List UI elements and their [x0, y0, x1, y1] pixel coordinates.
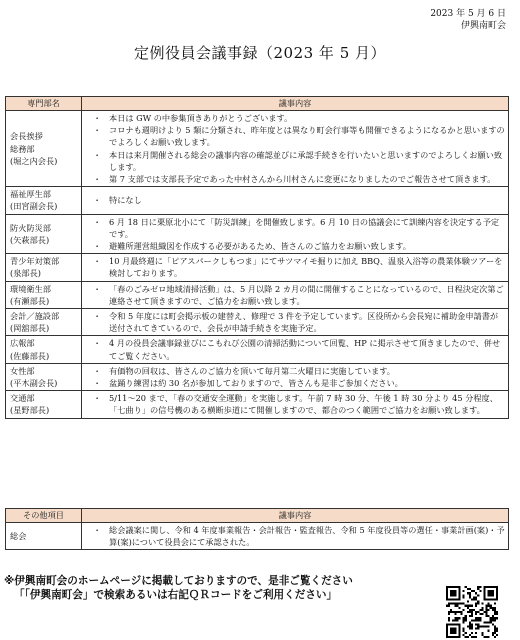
table-row: [6, 214, 509, 254]
table-row: [6, 391, 509, 418]
content-cell: [82, 281, 509, 308]
page-title: 定例役員会議事録（2023 年 5 月）: [133, 44, 387, 62]
content-cell: [82, 363, 509, 390]
content-list: [85, 194, 505, 206]
department-label: 会長挨拶: [10, 131, 43, 142]
table-row: [6, 336, 509, 363]
department-cell: [6, 363, 82, 390]
document-date: 2023 年 5 月 6 日: [430, 9, 506, 19]
table-row: [6, 309, 509, 336]
content-cell: [82, 309, 509, 336]
department-cell: [6, 336, 82, 363]
department-label: 福祉厚生部: [10, 189, 51, 200]
department-label: 広報部: [10, 338, 35, 349]
department-label: 交通部: [10, 393, 35, 404]
department-cell: [6, 187, 82, 214]
qr-code-icon[interactable]: [446, 586, 498, 638]
list-item: ・ 総会議案に関し、令和 4 年度事業報告・会計報告・監査報告、令和 5 年度役員等の選任・事業計画(案)・予算(案)について役員会にて承認された。: [99, 524, 505, 548]
department-cell: [6, 281, 82, 308]
content-list: [85, 112, 505, 185]
table-row: [6, 281, 509, 308]
list-item: ・ 特になし: [99, 194, 505, 206]
table-header-row: [6, 97, 509, 111]
department-label: (矢萩部長): [10, 234, 50, 245]
other-items-table: [5, 508, 509, 550]
department-cell: [6, 309, 82, 336]
content-cell: [82, 391, 509, 418]
table-row: [6, 363, 509, 390]
content-cell: [82, 111, 509, 187]
department-cell: [6, 111, 82, 187]
list-item: ・ 5/11～20 まで、「春の交通安全運動」を実施します。午前 7 時 30 分、午後 1 時 30 分より 45 分程度、「七曲り」の信号機のある横断歩道にて開催しますので、都合のつく範囲でご協力をお願い致します。: [99, 392, 505, 416]
column-header-content: 議事内容: [82, 97, 509, 111]
department-label: (岡舘部長): [10, 323, 50, 334]
department-label: 女性部: [10, 365, 35, 376]
department-cell: [6, 254, 82, 281]
list-item: ・ 避難所運営組織図を作成する必要があるため、皆さんのご協力をお願い致します。: [99, 240, 505, 252]
website-notice: [4, 574, 353, 602]
minutes-table: [5, 96, 509, 419]
department-label: (堀之内会長): [10, 155, 58, 166]
table-row: [6, 187, 509, 214]
department-cell: [6, 391, 82, 418]
column-header-other: その他項目: [6, 509, 82, 523]
department-label: (田宮副会長): [10, 201, 58, 212]
column-header-department: 専門部名: [6, 97, 82, 111]
content-list: [85, 365, 505, 389]
department-cell: [6, 214, 82, 254]
list-item: ・ 本日は来月開催される総会の議事内容の確認並びに承認手続きを行いたいと思いますのでよろしくお願い致します。: [99, 149, 505, 173]
header-date-block: [430, 8, 506, 32]
notice-line-1: ※伊興南町会のホームページに掲載しておりますので、是非ご覧ください: [4, 575, 353, 587]
department-label: 総会: [10, 531, 27, 542]
table-row: [6, 523, 509, 550]
department-label: 青少年対策部: [10, 256, 60, 267]
content-cell: [82, 254, 509, 281]
department-label: 会計／施設部: [10, 311, 60, 322]
list-item: ・ 4 月の役員会議事録並びにこもれび公園の清掃活動について回覧、HP に掲示させて頂きましたので、併せてご覧ください。: [99, 337, 505, 361]
content-list: [85, 392, 505, 416]
list-item: ・ 第 7 支部では支部長予定であった中村さんから川村さんに変更になりましたのでご報告させて頂きます。: [99, 173, 505, 185]
content-list: [85, 216, 505, 253]
table-row: [6, 111, 509, 187]
list-item: ・ 本日は GW の中参集頂きありがとうございます。: [99, 112, 505, 124]
list-item: ・ 令和 5 年度には町会掲示板の建替え、修理で 3 件を予定しています。区役所から会長宛に補助金申請書が送付されてきているので、会長が申請手続きを実施予定。: [99, 310, 505, 334]
content-cell: [82, 336, 509, 363]
department-label: (星野部長): [10, 405, 50, 416]
department-label: (平木副会長): [10, 378, 58, 389]
list-item: ・ 10 月最終週に「ピアスパークしもつま」にてサツマイモ掘りに加え BBQ、温泉入浴等の農業体験ツアーを検討しております。: [99, 255, 505, 279]
list-item: ・ 有価物の回収は、皆さんのご協力を頂いて毎月第二火曜日に実施しています。: [99, 365, 505, 377]
table-header-row: [6, 509, 509, 523]
content-cell: [82, 187, 509, 214]
list-item: ・ 「春のごみゼロ地域清掃活動」は、5 月以降 2 カ月の間に開催することになっているので、日程決定次第ご連絡させて頂きますので、ご協力をお願い致します。: [99, 283, 505, 307]
column-header-content: 議事内容: [82, 509, 509, 523]
department-label: (佐藤部長): [10, 350, 50, 361]
content-cell: [82, 523, 509, 550]
content-cell: [82, 214, 509, 254]
content-list: [85, 283, 505, 307]
department-label: 総務部: [10, 143, 35, 154]
department-cell: [6, 523, 82, 550]
list-item: ・ 6 月 18 日に栗原北小にて「防災訓練」を開催致します。6 月 10 日の協議会にて訓練内容を決定する予定です。: [99, 216, 505, 240]
content-list: [85, 255, 505, 279]
department-label: (泉部長): [10, 268, 41, 279]
content-list: [85, 337, 505, 361]
department-label: 防火防災部: [10, 222, 51, 233]
table-row: [6, 254, 509, 281]
notice-line-2: 「「伊興南町会」で検索あるいは右記ＱＲコードをご利用ください」: [14, 589, 338, 601]
list-item: ・ コロナも週明けより 5 類に分類され、昨年度とは異なり町会行事等も開催できるようになるかと思いますのでよろしくお願い致します。: [99, 124, 505, 148]
department-label: (有瀬部長): [10, 295, 50, 306]
list-item: ・ 盆踊り練習は約 30 名が参加しておりますので、皆さんも是非ご参加ください。: [99, 377, 505, 389]
content-list: [85, 524, 505, 548]
content-list: [85, 310, 505, 334]
organization-name: 伊興南町会: [460, 21, 506, 31]
department-label: 環境衛生部: [10, 283, 51, 294]
